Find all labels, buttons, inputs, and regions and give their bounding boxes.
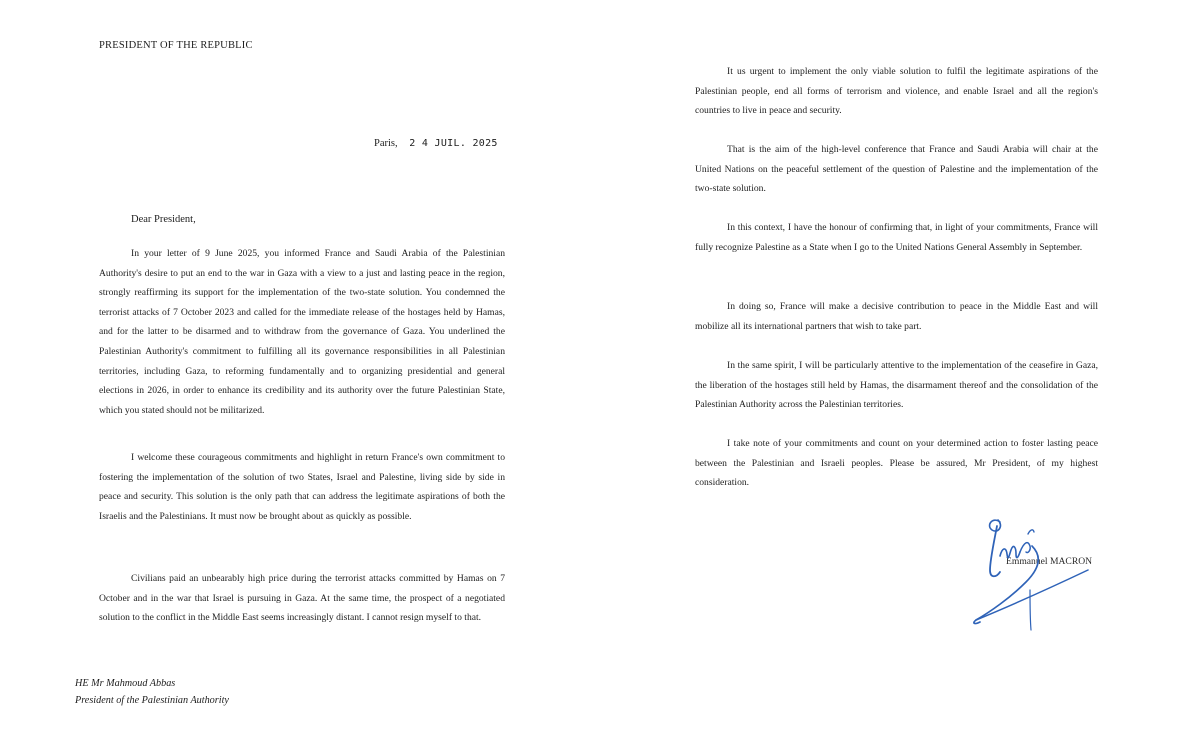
salutation: Dear President, xyxy=(131,214,196,225)
body-paragraph: In doing so, France will make a decisive contribution to peace in the Middle East and will mobilize all its international partners that wish to take part. xyxy=(695,301,1098,332)
body-paragraph: It us urgent to implement the only viable solution to fulfil the legitimate aspirations of the Palestinian people, end all forms of terrorism and violence, and enable Israel and all the region's countries to live in peace and security. xyxy=(695,66,1098,117)
body-paragraph: Civilians paid an unbearably high price during the terrorist attacks committed by Hamas on 7 October and in the war that Israel is pursuing in Gaza. At the same time, the prospect of a negotiated solution to the conflict in the Middle East seems increasingly distant. I cannot resign myself to that. xyxy=(99,573,505,624)
recipient-block xyxy=(75,675,229,709)
body-paragraph: I take note of your commitments and count on your determined action to foster lasting peace between the Palestinian and Israeli peoples. Please be assured, Mr President, of my highest consideration. xyxy=(695,438,1098,489)
recipient-title: President of the Palestinian Authority xyxy=(75,695,229,706)
place-city: Paris, xyxy=(374,138,398,149)
recipient-name: HE Mr Mahmoud Abbas xyxy=(75,678,176,689)
place-and-date xyxy=(374,138,498,149)
body-paragraph: In your letter of 9 June 2025, you informed France and Saudi Arabia of the Palestinian Authority's desire to put an end to the war in Gaza with a view to a just and lasting peace in the region, strongly reaffirming its support for the implementation of the two-state solution. You condemned the terrorist attacks of 7 October 2023 and called for the immediate release of the hostages held by Hamas, and for the latter to be disarmed and to withdraw from the governance of Gaza. You underlined the Palestinian Authority's commitment to fulfilling all its governance responsibilities in all Palestinian territories, including Gaza, to reforming fundamentally and to organizing presidential and general elections in 2026, in order to enhance its credibility and its authority over the future Palestinian State, which you stated should not be militarized. xyxy=(99,248,505,416)
date-stamp: 2 4 JUIL. 2025 xyxy=(409,138,498,149)
signature xyxy=(970,512,1110,637)
body-paragraph: That is the aim of the high-level conference that France and Saudi Arabia will chair at the United Nations on the peaceful settlement of the question of Palestine and the implementation of the two-state solution. xyxy=(695,144,1098,195)
letterhead-title: PRESIDENT OF THE REPUBLIC xyxy=(99,40,253,51)
signatory-name: Emmanuel MACRON xyxy=(1006,556,1093,567)
body-paragraph: In the same spirit, I will be particularly attentive to the implementation of the ceasefire in Gaza, the liberation of the hostages still held by Hamas, the disarmament thereof and the consolidation of the Palestinian Authority across the Palestinian territories. xyxy=(695,360,1098,411)
body-paragraph: I welcome these courageous commitments and highlight in return France's own commitment to fostering the implementation of the solution of two States, Israel and Palestine, living side by side in peace and security. This solution is the only path that can address the legitimate aspirations of both the Israelis and the Palestinians. It must now be brought about as quickly as possible. xyxy=(99,452,505,522)
body-paragraph: In this context, I have the honour of confirming that, in light of your commitments, France will fully recognize Palestine as a State when I go to the United Nations General Assembly in September. xyxy=(695,222,1098,253)
letter-page-2 xyxy=(595,0,1190,745)
handwritten-signature-icon xyxy=(970,512,1110,637)
